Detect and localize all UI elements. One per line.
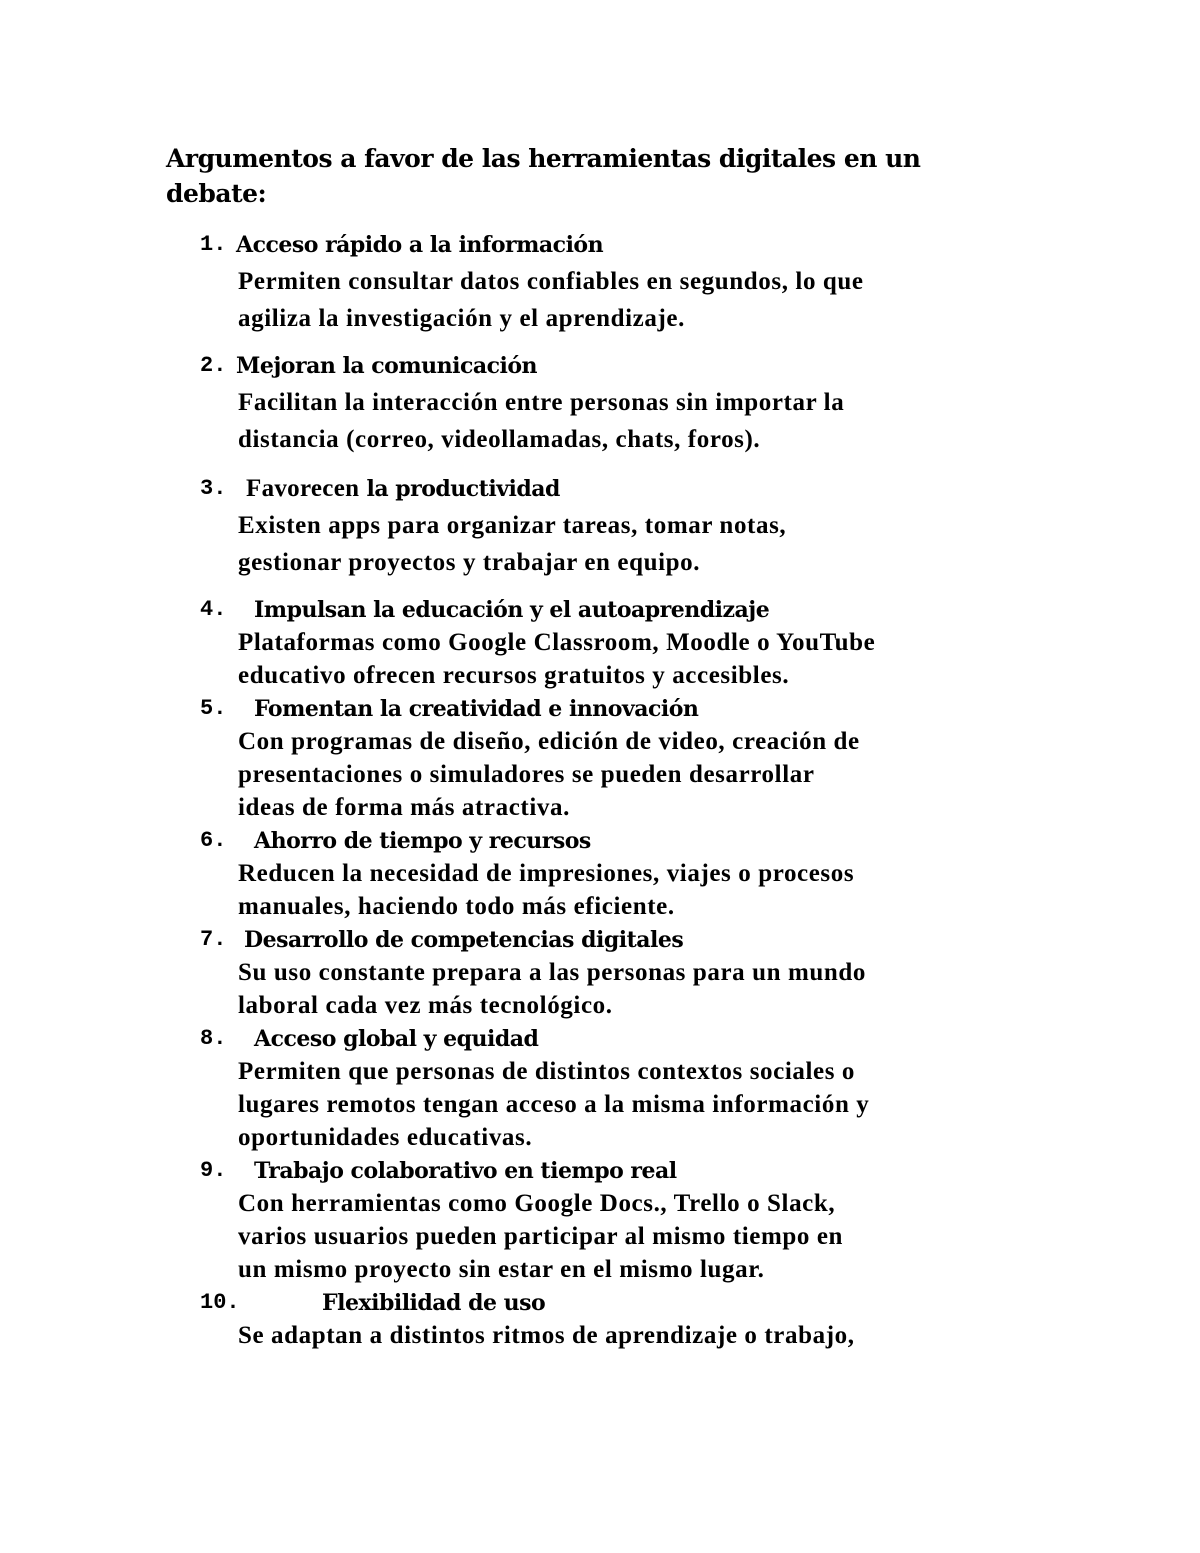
description-line: oportunidades educativas. [238,1124,533,1151]
description-line: Se adaptan a distintos ritmos de aprendizaje o trabajo, [238,1322,855,1349]
item-heading: Acceso rápido a la información [236,232,604,258]
item-number: 1. [200,232,227,257]
item-number: 3. [200,476,227,501]
description-line: Permiten que personas de distintos contextos sociales o [238,1058,855,1085]
title-line: Argumentos a favor de las herramientas digitales en un [166,144,921,173]
description-line: ideas de forma más atractiva. [238,794,570,821]
description-line: Reducen la necesidad de impresiones, viajes o procesos [238,860,855,887]
item-heading: Acceso global y equidad [254,1026,539,1052]
item-heading: Trabajo colaborativo en tiempo real [254,1158,677,1184]
description-line: Existen apps para organizar tareas, tomar notas, [238,512,787,539]
item-description [238,626,1038,692]
item-number: 9. [200,1158,227,1183]
item-description [238,263,1038,337]
item-description [238,384,1038,458]
description-line: gestionar proyectos y trabajar en equipo. [238,549,701,576]
item-description [238,725,1038,824]
description-line: laboral cada vez más tecnológico. [238,992,613,1019]
description-line: un mismo proyecto sin estar en el mismo lugar. [238,1256,765,1283]
description-line: Facilitan la interacción entre personas sin importar la [238,389,845,416]
description-line: distancia (correo, videollamadas, chats, foros). [238,426,761,453]
description-line: Su uso constante prepara a las personas para un mundo [238,959,866,986]
item-description [238,857,1038,923]
item-description [238,956,1038,1022]
item-heading: Ahorro de tiempo y recursos [254,828,591,854]
item-heading: Flexibilidad de uso [322,1290,546,1316]
description-line: agiliza la investigación y el aprendizaje. [238,305,685,332]
description-line: manuales, haciendo todo más eficiente. [238,893,675,920]
description-line: educativo ofrecen recursos gratuitos y accesibles. [238,662,790,689]
item-heading: Impulsan la educación y el autoaprendizaje [254,597,770,623]
description-line: Con herramientas como Google Docs., Trello o Slack, [238,1190,836,1217]
description-line: Plataformas como Google Classroom, Moodle o YouTube [238,629,876,656]
item-number: 4. [200,597,227,622]
item-description [238,1055,1038,1154]
description-line: varios usuarios pueden participar al mismo tiempo en [238,1223,844,1250]
item-number: 10. [200,1290,240,1315]
item-heading [246,473,560,505]
item-heading: Mejoran la comunicación [236,353,538,379]
document-title [166,141,986,211]
description-line: presentaciones o simuladores se pueden desarrollar [238,761,815,788]
item-number: 2. [200,353,227,378]
title-line: debate: [166,179,267,208]
item-heading: Fomentan la creatividad e innovación [254,696,699,722]
description-line: Permiten consultar datos confiables en segundos, lo que [238,268,864,295]
description-line: lugares remotos tengan acceso a la misma información y [238,1091,870,1118]
item-heading: Desarrollo de competencias digitales [244,927,684,953]
description-line: Con programas de diseño, edición de video, creación de [238,728,860,755]
item-number: 7. [200,927,227,952]
item-number: 5. [200,696,227,721]
item-number: 6. [200,828,227,853]
item-description [238,507,1038,581]
item-heading-bold: la productividad [366,476,560,502]
item-description [238,1319,1038,1352]
item-number: 8. [200,1026,227,1051]
item-description [238,1187,1038,1286]
item-heading-plain: Favorecen [246,475,360,502]
